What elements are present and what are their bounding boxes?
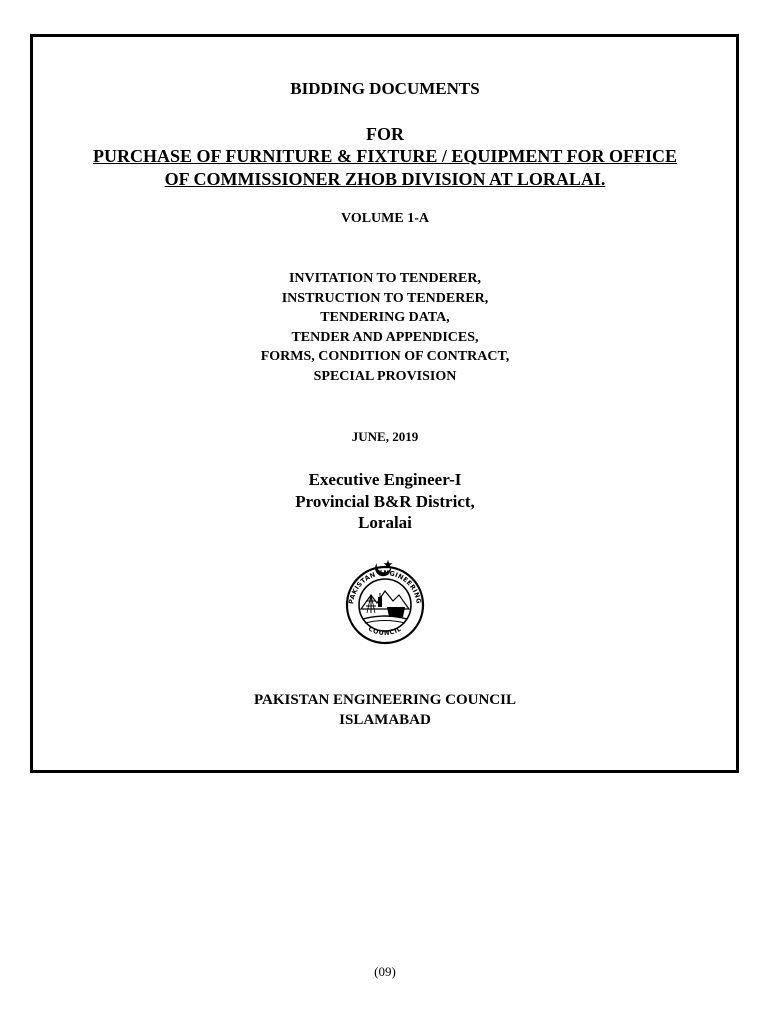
council-name: PAKISTAN ENGINEERING COUNCIL xyxy=(254,692,516,708)
document-date: JUNE, 2019 xyxy=(351,429,419,444)
subject-line-2: OF COMMISSIONER ZHOB DIVISION AT LORALAI. xyxy=(164,169,606,189)
contents-item: TENDERING DATA, xyxy=(320,310,450,326)
council-block xyxy=(0,690,770,730)
volume-label: VOLUME 1-A xyxy=(341,211,429,226)
svg-text:COUNCIL xyxy=(367,625,403,638)
subject-line-1: PURCHASE OF FURNITURE & FIXTURE / EQUIPMENT FOR OFFICE xyxy=(92,146,678,166)
engineer-district: Provincial B&R District, xyxy=(295,491,475,511)
page-number: (09) xyxy=(374,964,396,979)
seal-top-text: PAKISTAN ENGINEERING xyxy=(347,568,423,605)
contents-item: INSTRUCTION TO TENDERER, xyxy=(281,290,489,306)
council-city: ISLAMABAD xyxy=(339,712,431,728)
issuing-authority xyxy=(0,469,770,534)
svg-text:PAKISTAN ENGINEERING xyxy=(347,569,423,605)
for-label: FOR xyxy=(366,124,404,144)
contents-item: SPECIAL PROVISION xyxy=(313,368,457,384)
contents-item: INVITATION TO TENDERER, xyxy=(288,271,482,286)
contents-item: FORMS, CONDITION OF CONTRACT, xyxy=(260,349,510,365)
pakistan-engineering-council-seal-icon xyxy=(341,557,429,647)
engineer-title: Executive Engineer-I xyxy=(308,470,462,489)
seal-bottom-text: COUNCIL xyxy=(366,624,404,638)
engineer-location: Loralai xyxy=(358,513,412,532)
document-title: BIDDING DOCUMENTS xyxy=(290,79,480,98)
contents-item: TENDER AND APPENDICES, xyxy=(291,329,479,345)
contents-list xyxy=(0,269,770,387)
